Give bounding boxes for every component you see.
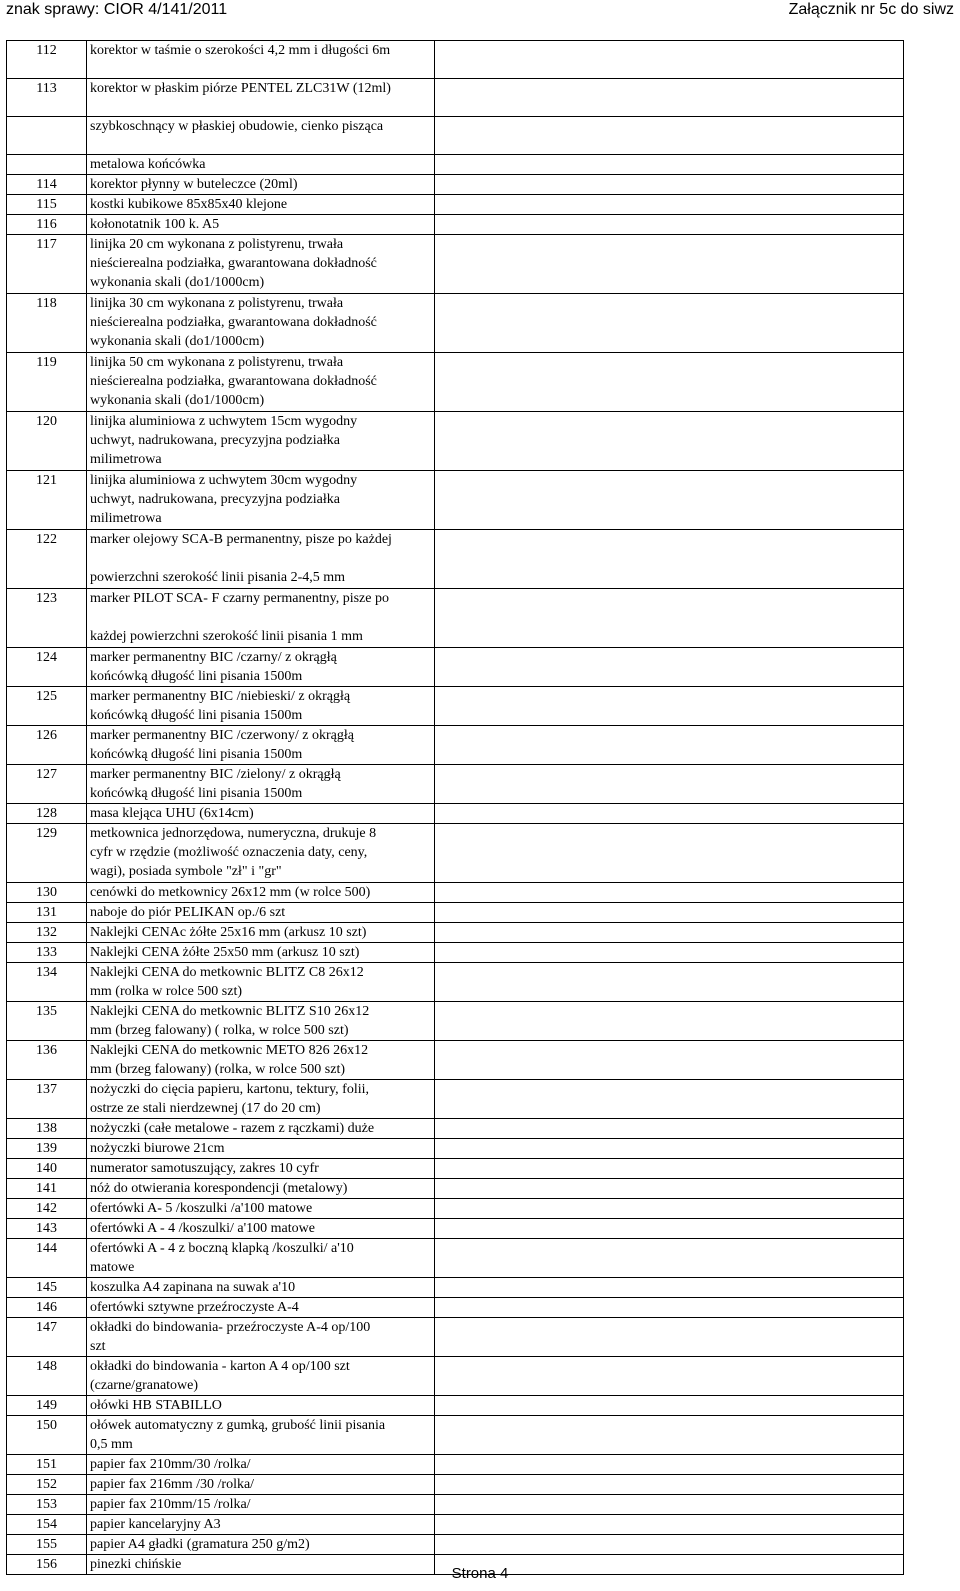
empty-cell (435, 687, 904, 726)
item-number: 139 (7, 1139, 87, 1159)
item-number: 125 (7, 687, 87, 726)
table-row (7, 1159, 904, 1179)
table-row (7, 1495, 904, 1515)
item-number: 146 (7, 1298, 87, 1318)
item-number: 156 (7, 1555, 87, 1575)
item-description: papier fax 210mm/15 /rolka/ (87, 1495, 435, 1515)
empty-cell (435, 1199, 904, 1219)
table-row (7, 530, 904, 589)
item-number: 152 (7, 1475, 87, 1495)
item-number: 135 (7, 1002, 87, 1041)
items-table (6, 40, 904, 1575)
item-number: 124 (7, 648, 87, 687)
empty-cell (435, 1298, 904, 1318)
empty-cell (435, 1239, 904, 1278)
table-row (7, 294, 904, 353)
item-description: koszulka A4 zapinana na suwak a'10 (87, 1278, 435, 1298)
item-description: masa klejąca UHU (6x14cm) (87, 804, 435, 824)
item-description: korektor płynny w buteleczce (20ml) (87, 175, 435, 195)
case-number: znak sprawy: CIOR 4/141/2011 (6, 1, 228, 18)
item-number: 122 (7, 530, 87, 589)
empty-cell (435, 471, 904, 530)
empty-cell (435, 1515, 904, 1535)
item-description: Naklejki CENA żółte 25x50 mm (arkusz 10 szt) (87, 943, 435, 963)
empty-cell (435, 943, 904, 963)
table-row (7, 353, 904, 412)
item-description: szybkoschnący w płaskiej obudowie, cienko pisząca (87, 117, 435, 155)
item-number: 112 (7, 41, 87, 79)
item-description: marker olejowy SCA-B permanentny, pisze po każdej powierzchni szerokość linii pisania 2-4,5 mm (87, 530, 435, 589)
table-row (7, 883, 904, 903)
item-number: 119 (7, 353, 87, 412)
empty-cell (435, 1139, 904, 1159)
item-description: marker permanentny BIC /zielony/ z okrągłą końcówką długość lini pisania 1500m (87, 765, 435, 804)
item-number: 149 (7, 1396, 87, 1416)
item-description: papier A4 gładki (gramatura 250 g/m2) (87, 1535, 435, 1555)
empty-cell (435, 235, 904, 294)
empty-cell (435, 175, 904, 195)
item-number: 153 (7, 1495, 87, 1515)
empty-cell (435, 155, 904, 175)
empty-cell (435, 726, 904, 765)
item-number: 133 (7, 943, 87, 963)
item-description: marker PILOT SCA- F czarny permanentny, pisze po każdej powierzchni szerokość linii pisania 1 mm (87, 589, 435, 648)
table-row (7, 1041, 904, 1080)
item-description: cenówki do metkownicy 26x12 mm (w rolce 500) (87, 883, 435, 903)
table-row (7, 1199, 904, 1219)
empty-cell (435, 1179, 904, 1199)
table-row (7, 648, 904, 687)
empty-cell (435, 765, 904, 804)
item-description: kostki kubikowe 85x85x40 klejone (87, 195, 435, 215)
empty-cell (435, 1416, 904, 1455)
item-number: 127 (7, 765, 87, 804)
item-description: naboje do piór PELIKAN op./6 szt (87, 903, 435, 923)
table-row (7, 175, 904, 195)
table-row (7, 1119, 904, 1139)
item-number: 113 (7, 79, 87, 117)
table-row (7, 117, 904, 155)
table-row (7, 41, 904, 79)
table-row (7, 589, 904, 648)
item-description: nożyczki do cięcia papieru, kartonu, tektury, folii, ostrze ze stali nierdzewnej (17 do 20 cm) (87, 1080, 435, 1119)
table-row (7, 195, 904, 215)
item-number: 123 (7, 589, 87, 648)
empty-cell (435, 1396, 904, 1416)
empty-cell (435, 1278, 904, 1298)
empty-cell (435, 1080, 904, 1119)
item-description: ofertówki A - 4 /koszulki/ a'100 matowe (87, 1219, 435, 1239)
table-row (7, 687, 904, 726)
item-description: ołówek automatyczny z gumką, grubość linii pisania 0,5 mm (87, 1416, 435, 1455)
item-description: nożyczki biurowe 21cm (87, 1139, 435, 1159)
item-description: numerator samotuszujący, zakres 10 cyfr (87, 1159, 435, 1179)
table-row (7, 726, 904, 765)
item-number: 134 (7, 963, 87, 1002)
empty-cell (435, 530, 904, 589)
table-row (7, 215, 904, 235)
empty-cell (435, 804, 904, 824)
table-row (7, 1515, 904, 1535)
empty-cell (435, 1455, 904, 1475)
item-number: 147 (7, 1318, 87, 1357)
table-row (7, 1396, 904, 1416)
empty-cell (435, 1219, 904, 1239)
item-number: 141 (7, 1179, 87, 1199)
item-description: pinezki chińskie (87, 1555, 435, 1575)
item-description: okładki do bindowania - karton A 4 op/100 szt (czarne/granatowe) (87, 1357, 435, 1396)
empty-cell (435, 215, 904, 235)
item-number: 140 (7, 1159, 87, 1179)
item-number: 118 (7, 294, 87, 353)
item-description: papier fax 210mm/30 /rolka/ (87, 1455, 435, 1475)
empty-cell (435, 117, 904, 155)
empty-cell (435, 79, 904, 117)
table-row (7, 1318, 904, 1357)
table-row (7, 804, 904, 824)
item-number: 130 (7, 883, 87, 903)
table-row (7, 1080, 904, 1119)
item-number: 137 (7, 1080, 87, 1119)
table-row (7, 963, 904, 1002)
table-row (7, 765, 904, 804)
table-row (7, 1002, 904, 1041)
empty-cell (435, 1495, 904, 1515)
table-row (7, 824, 904, 883)
item-number: 128 (7, 804, 87, 824)
table-row (7, 1455, 904, 1475)
item-number: 132 (7, 923, 87, 943)
empty-cell (435, 1041, 904, 1080)
item-description: marker permanentny BIC /czerwony/ z okrągłą końcówką długość lini pisania 1500m (87, 726, 435, 765)
table-row (7, 1219, 904, 1239)
item-number (7, 155, 87, 175)
empty-cell (435, 1475, 904, 1495)
item-number: 151 (7, 1455, 87, 1475)
item-number: 129 (7, 824, 87, 883)
item-description: Naklejki CENA do metkownic METO 826 26x12 mm (brzeg falowany) (rolka, w rolce 500 szt) (87, 1041, 435, 1080)
table-row (7, 1475, 904, 1495)
table-row (7, 412, 904, 471)
item-description: kołonotatnik 100 k. A5 (87, 215, 435, 235)
item-number: 143 (7, 1219, 87, 1239)
item-number: 120 (7, 412, 87, 471)
empty-cell (435, 824, 904, 883)
item-description: linijka 20 cm wykonana z polistyrenu, trwała nieścierealna podziałka, gwarantowana dokładność wykonania skali (do1/1000cm) (87, 235, 435, 294)
empty-cell (435, 1535, 904, 1555)
empty-cell (435, 41, 904, 79)
table-row (7, 903, 904, 923)
table-row (7, 943, 904, 963)
table-row (7, 1298, 904, 1318)
empty-cell (435, 1119, 904, 1139)
item-description: marker permanentny BIC /czarny/ z okrągłą końcówką długość lini pisania 1500m (87, 648, 435, 687)
empty-cell (435, 1318, 904, 1357)
table-row (7, 79, 904, 117)
item-description: nożyczki (całe metalowe - razem z rączkami) duże (87, 1119, 435, 1139)
item-description: linijka aluminiowa z uchwytem 30cm wygodny uchwyt, nadrukowana, precyzyjna podziałka milimetrowa (87, 471, 435, 530)
item-description: papier fax 216mm /30 /rolka/ (87, 1475, 435, 1495)
empty-cell (435, 648, 904, 687)
empty-cell (435, 903, 904, 923)
item-description: korektor w taśmie o szerokości 4,2 mm i długości 6m (87, 41, 435, 79)
item-number: 150 (7, 1416, 87, 1455)
table-row (7, 923, 904, 943)
item-number: 144 (7, 1239, 87, 1278)
item-number: 138 (7, 1119, 87, 1139)
item-number: 114 (7, 175, 87, 195)
item-number: 136 (7, 1041, 87, 1080)
item-description: ofertówki sztywne przeźroczyste A-4 (87, 1298, 435, 1318)
table-row (7, 1139, 904, 1159)
item-description: nóż do otwierania korespondencji (metalowy) (87, 1179, 435, 1199)
item-description: linijka aluminiowa z uchwytem 15cm wygodny uchwyt, nadrukowana, precyzyjna podziałka milimetrowa (87, 412, 435, 471)
item-description: ołówki HB STABILLO (87, 1396, 435, 1416)
item-number (7, 117, 87, 155)
item-description: korektor w płaskim piórze PENTEL ZLC31W (12ml) (87, 79, 435, 117)
empty-cell (435, 923, 904, 943)
table-row (7, 155, 904, 175)
table-row (7, 1239, 904, 1278)
table-row (7, 235, 904, 294)
item-description: ofertówki A- 5 /koszulki /a'100 matowe (87, 1199, 435, 1219)
table-row (7, 1278, 904, 1298)
empty-cell (435, 195, 904, 215)
table-row (7, 1416, 904, 1455)
item-number: 154 (7, 1515, 87, 1535)
empty-cell (435, 589, 904, 648)
item-description: Naklejki CENAc żółte 25x16 mm (arkusz 10 szt) (87, 923, 435, 943)
attachment-label: Załącznik nr 5c do siwz (788, 1, 954, 18)
item-number: 145 (7, 1278, 87, 1298)
empty-cell (435, 353, 904, 412)
empty-cell (435, 883, 904, 903)
item-description: marker permanentny BIC /niebieski/ z okrągłą końcówką długość lini pisania 1500m (87, 687, 435, 726)
item-number: 131 (7, 903, 87, 923)
item-description: metkownica jednorzędowa, numeryczna, drukuje 8 cyfr w rzędzie (możliwość oznaczenia daty, ceny, wagi), posiada symbole "zł" i "gr" (87, 824, 435, 883)
item-number: 116 (7, 215, 87, 235)
page-header (0, 0, 960, 22)
empty-cell (435, 294, 904, 353)
item-description: papier kancelaryjny A3 (87, 1515, 435, 1535)
page-number: Strona 4 (451, 1565, 509, 1582)
table-row (7, 1357, 904, 1396)
item-description: okładki do bindowania- przeźroczyste A-4 op/100 szt (87, 1318, 435, 1357)
item-number: 148 (7, 1357, 87, 1396)
item-number: 126 (7, 726, 87, 765)
item-description: ofertówki A - 4 z boczną klapką /koszulki/ a'10 matowe (87, 1239, 435, 1278)
item-number: 142 (7, 1199, 87, 1219)
item-number: 121 (7, 471, 87, 530)
empty-cell (435, 963, 904, 1002)
empty-cell (435, 1159, 904, 1179)
item-number: 117 (7, 235, 87, 294)
table-row (7, 471, 904, 530)
item-description: linijka 50 cm wykonana z polistyrenu, trwała nieścierealna podziałka, gwarantowana dokładność wykonania skali (do1/1000cm) (87, 353, 435, 412)
item-number: 155 (7, 1535, 87, 1555)
item-description: metalowa końcówka (87, 155, 435, 175)
table-row (7, 1179, 904, 1199)
item-description: Naklejki CENA do metkownic BLITZ S10 26x12 mm (brzeg falowany) ( rolka, w rolce 500 szt) (87, 1002, 435, 1041)
item-description: Naklejki CENA do metkownic BLITZ C8 26x12 mm (rolka w rolce 500 szt) (87, 963, 435, 1002)
empty-cell (435, 412, 904, 471)
empty-cell (435, 1357, 904, 1396)
item-number: 115 (7, 195, 87, 215)
item-description: linijka 30 cm wykonana z polistyrenu, trwała nieścierealna podziałka, gwarantowana dokładność wykonania skali (do1/1000cm) (87, 294, 435, 353)
empty-cell (435, 1002, 904, 1041)
table-row (7, 1535, 904, 1555)
